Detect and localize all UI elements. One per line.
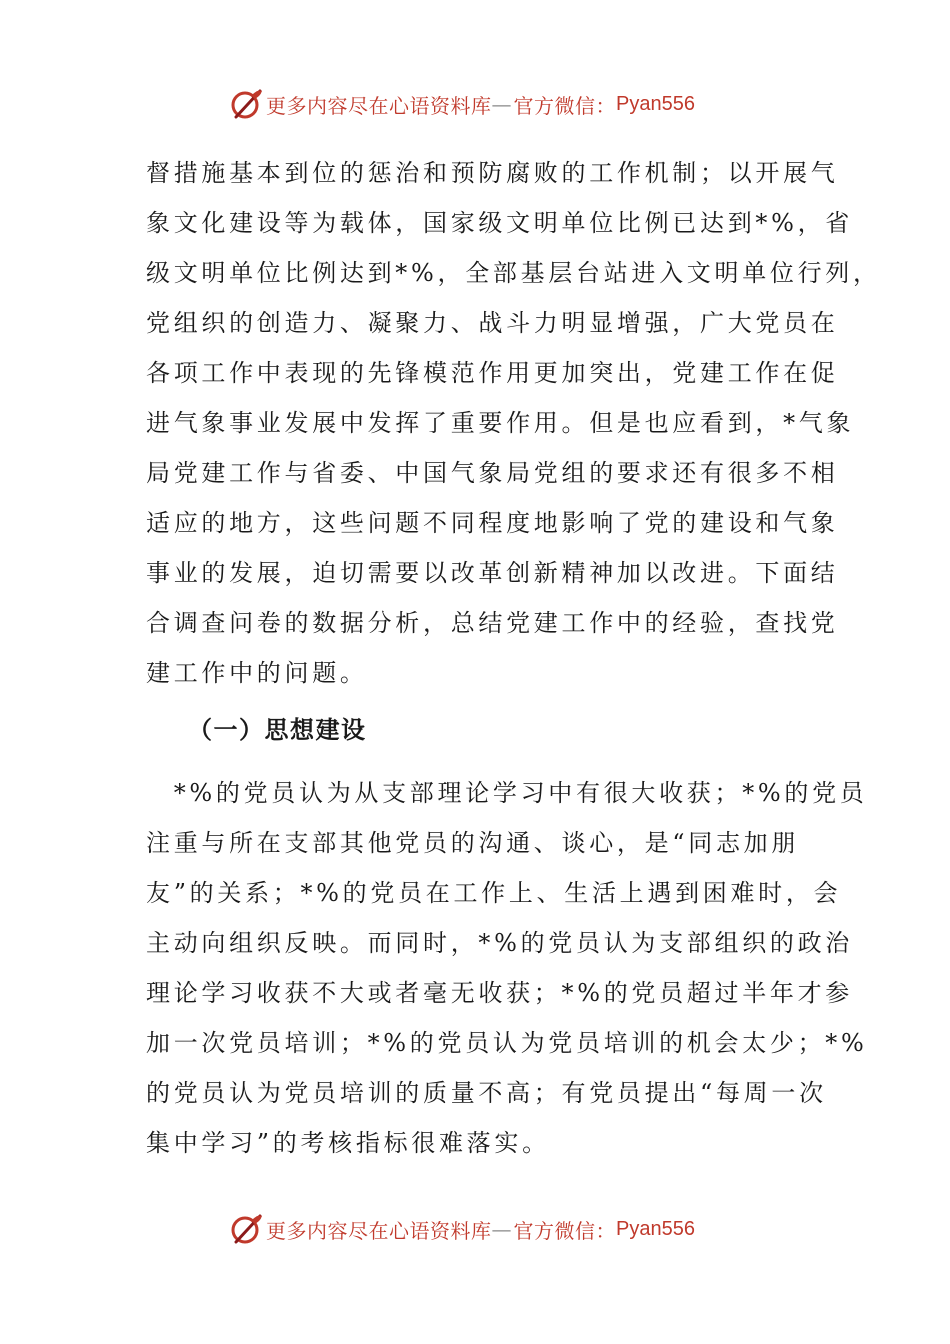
text-line: 注重与所在支部其他党员的沟通、谈心，是“同志加朋 (146, 829, 800, 857)
text-line: 主动向组织反映。而同时，*%的党员认为支部组织的政治 (146, 929, 854, 957)
watermark-account-id: Pyan556 (616, 1217, 695, 1240)
text-line: 党组织的创造力、凝聚力、战斗力明显增强，广大党员在 (146, 309, 839, 337)
text-line: 督措施基本到位的惩治和预防腐败的工作机制；以开展气 (146, 159, 839, 187)
watermark-banner-top (230, 84, 750, 124)
brush-logo-icon (230, 87, 264, 121)
section-heading: （一）思想建设 (188, 716, 367, 744)
text-line: 各项工作中表现的先锋模范作用更加突出，党建工作在促 (146, 359, 839, 387)
watermark-banner-bottom (230, 1209, 750, 1249)
watermark-separator: — (491, 92, 512, 116)
text-line: 建工作中的问题。 (146, 659, 368, 687)
text-line: 理论学习收获不大或者毫无收获；*%的党员超过半年才参 (146, 979, 854, 1007)
watermark-separator: — (491, 1217, 512, 1241)
text-line: 级文明单位比例达到*%，全部基层台站进入文明单位行列， (146, 259, 881, 287)
watermark-account-id: Pyan556 (616, 92, 695, 115)
text-line: 事业的发展，迫切需要以改革创新精神加以改进。下面结 (146, 559, 839, 587)
text-line: 象文化建设等为载体，国家级文明单位比例已达到*%，省 (146, 209, 854, 237)
paragraph-1 (146, 148, 881, 698)
text-line: 友”的关系；*%的党员在工作上、生活上遇到困难时，会 (146, 879, 842, 907)
text-line: 的党员认为党员培训的质量不高；有党员提出“每周一次 (146, 1079, 827, 1107)
watermark-text: 更多内容尽在心语资料库 (266, 93, 492, 118)
text-line: 加一次党员培训；*%的党员认为党员培训的机会太少；*% (146, 1029, 868, 1057)
watermark-text: 更多内容尽在心语资料库 (266, 1218, 492, 1243)
watermark-account-label: 官方微信： (513, 93, 616, 118)
paragraph-2 (146, 768, 868, 1168)
document-body (146, 148, 881, 1168)
watermark-account-label: 官方微信： (513, 1218, 616, 1243)
brush-logo-icon (230, 1212, 264, 1246)
text-line: 合调查问卷的数据分析，总结党建工作中的经验，查找党 (146, 609, 839, 637)
text-line: 适应的地方，这些问题不同程度地影响了党的建设和气象 (146, 509, 839, 537)
text-line: 集中学习”的考核指标很难落实。 (146, 1129, 550, 1157)
text-line: *%的党员认为从支部理论学习中有很大收获；*%的党员 (146, 779, 868, 807)
text-line: 局党建工作与省委、中国气象局党组的要求还有很多不相 (146, 459, 839, 487)
text-line: 进气象事业发展中发挥了重要作用。但是也应看到，*气象 (146, 409, 855, 437)
